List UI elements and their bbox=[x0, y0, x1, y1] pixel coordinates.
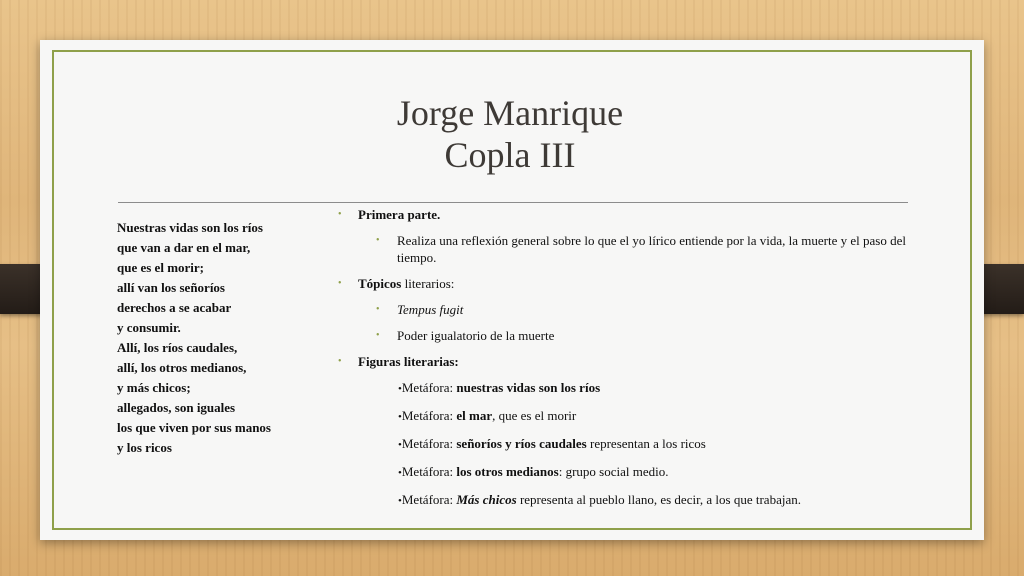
title-line-2: Copla III bbox=[444, 135, 576, 175]
analysis-list bbox=[336, 206, 916, 519]
metafora-label: Metáfora: bbox=[401, 464, 457, 479]
poem-line: allí van los señoríos bbox=[117, 280, 225, 295]
list-item-primera-text bbox=[336, 232, 916, 266]
poem-line: Nuestras vidas son los ríos bbox=[117, 220, 263, 235]
metafora-label: Metáfora: bbox=[401, 408, 457, 423]
bullet-icon: • bbox=[398, 411, 402, 423]
list-item-topico bbox=[336, 327, 916, 344]
bullet-icon: • bbox=[398, 383, 402, 395]
bullet-icon: • bbox=[376, 304, 380, 315]
topicos-heading-rest: literarios: bbox=[401, 276, 455, 291]
metafora-1-bold: nuestras vidas son los ríos bbox=[456, 380, 601, 395]
topico-tempus-fugit: Tempus fugit bbox=[397, 302, 464, 317]
slide-card bbox=[40, 40, 984, 540]
bullet-icon: • bbox=[376, 235, 380, 246]
list-item-metafora bbox=[336, 491, 916, 510]
primera-text: Realiza una reflexión general sobre lo que el yo lírico entiende por la vida, la muerte y el paso del tiempo. bbox=[397, 233, 906, 265]
bullet-icon: • bbox=[338, 209, 342, 220]
metafora-3-rest: representan a los ricos bbox=[586, 436, 706, 451]
bullet-icon: • bbox=[338, 356, 342, 367]
metafora-label: Metáfora: bbox=[401, 492, 457, 507]
bullet-icon: • bbox=[398, 495, 402, 507]
topicos-heading-bold: Tópicos bbox=[358, 276, 402, 291]
list-item-metafora bbox=[336, 407, 916, 426]
metafora-5-bold: Más chicos bbox=[456, 492, 517, 507]
poem-line: y los ricos bbox=[117, 440, 172, 455]
list-item-metafora bbox=[336, 435, 916, 454]
poem-line: y más chicos; bbox=[117, 380, 191, 395]
metafora-label: Metáfora: bbox=[401, 380, 457, 395]
poem-line: que es el morir; bbox=[117, 260, 205, 275]
metafora-5-rest: representa al pueblo llano, es decir, a los que trabajan. bbox=[516, 492, 801, 507]
list-item-topico bbox=[336, 301, 916, 318]
metafora-2-bold: el mar bbox=[456, 408, 493, 423]
metafora-4-rest: : grupo social medio. bbox=[558, 464, 669, 479]
metafora-3-bold: señoríos y ríos caudales bbox=[456, 436, 587, 451]
list-item-metafora bbox=[336, 379, 916, 398]
poem-line: allegados, son iguales bbox=[117, 400, 236, 415]
poem-text bbox=[117, 218, 327, 458]
bullet-icon: • bbox=[376, 330, 380, 341]
bullet-icon: • bbox=[398, 467, 402, 479]
bullet-icon: • bbox=[398, 439, 402, 451]
bullet-icon: • bbox=[338, 278, 342, 289]
poem-line: los que viven por sus manos bbox=[117, 420, 271, 435]
poem-line: derechos a se acabar bbox=[117, 300, 232, 315]
poem-line: y consumir. bbox=[117, 320, 181, 335]
list-item-figuras bbox=[336, 353, 916, 370]
figuras-heading: Figuras literarias: bbox=[358, 354, 459, 369]
metafora-4-bold: los otros medianos bbox=[456, 464, 559, 479]
primera-heading: Primera parte. bbox=[358, 207, 441, 222]
list-item-primera-parte bbox=[336, 206, 916, 223]
metafora-label: Metáfora: bbox=[401, 436, 457, 451]
slide-title bbox=[240, 92, 780, 176]
list-item-topicos bbox=[336, 275, 916, 292]
poem-line: allí, los otros medianos, bbox=[117, 360, 247, 375]
poem-line: que van a dar en el mar, bbox=[117, 240, 251, 255]
title-line-1: Jorge Manrique bbox=[396, 93, 624, 133]
topico-poder-igualatorio: Poder igualatorio de la muerte bbox=[397, 328, 555, 343]
list-item-metafora bbox=[336, 463, 916, 482]
poem-line: Allí, los ríos caudales, bbox=[117, 340, 238, 355]
title-divider bbox=[118, 202, 908, 203]
metafora-2-rest: , que es el morir bbox=[492, 408, 577, 423]
